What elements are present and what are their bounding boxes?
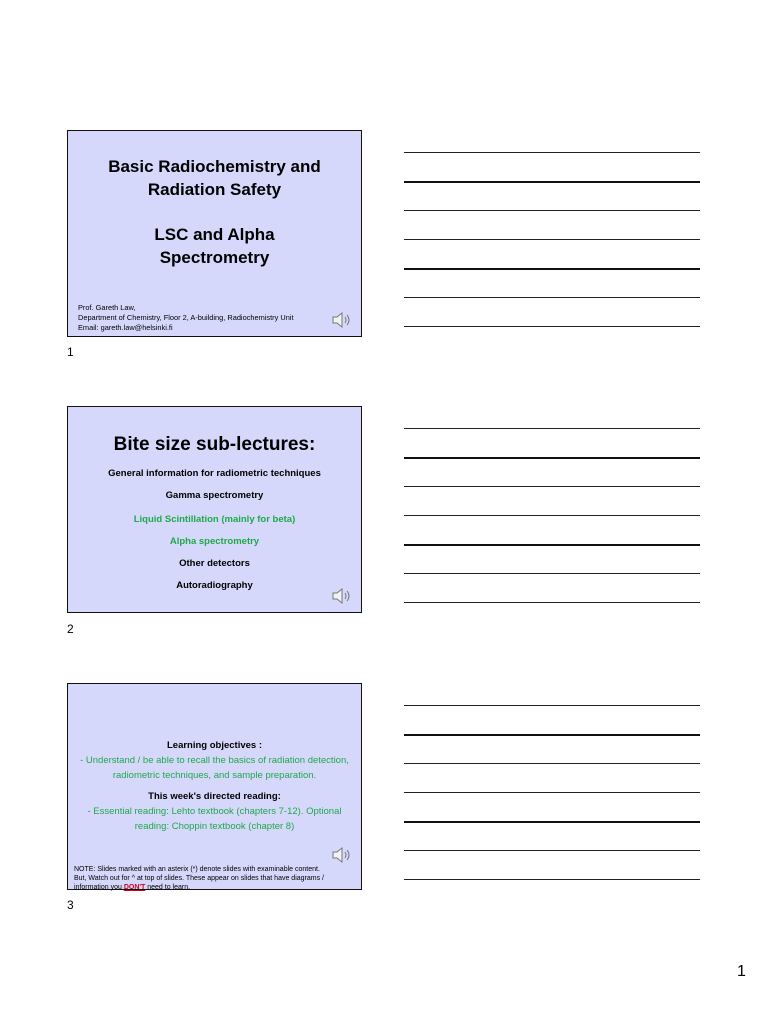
title-line-2: Radiation Safety [147,180,282,199]
sub-lecture-item: Gamma spectrometry [165,490,264,501]
reading-text: - Essential reading: Lehto textbook (chapters 7-12). Optional reading: Choppin textbook (chapter 8) [87,806,342,832]
slide-3-number: 3 [67,898,74,912]
sub-lecture-item: General information for radiometric techniques [108,468,321,479]
directed-reading [76,789,353,834]
note-line [404,850,700,851]
slide-2-title: Bite size sub-lectures: [113,434,316,455]
sub-lecture-item-current: Liquid Scintillation (mainly for beta) [133,514,296,525]
note-line [404,573,700,574]
slide-2-number: 2 [67,622,74,636]
note-line [404,486,700,487]
note-line [404,544,700,546]
slide-2-thumbnail [67,406,362,613]
objectives-text: - Understand / be able to recall the basics of radiation detection, radiometric techniques, and sample preparation. [80,755,349,781]
slide-3-thumbnail [67,683,362,890]
note-line [404,268,700,270]
note-line [404,734,700,736]
note-line [404,705,700,706]
slide-1-number: 1 [67,345,74,359]
subtitle-line-2: Spectrometry [159,248,270,267]
slide-1-thumbnail [67,130,362,337]
objectives-heading: Learning objectives : [166,740,263,751]
sub-lecture-item: Autoradiography [176,580,253,591]
note-line [404,879,700,880]
note-text-end: need to learn. [145,884,191,891]
speaker-icon[interactable] [331,846,353,864]
author-name: Prof. Gareth Law, [78,303,136,312]
reading-heading: This week's directed reading: [148,791,281,802]
note-line [404,792,700,793]
speaker-icon[interactable] [331,587,353,605]
slide-1-title [68,155,361,201]
note-line [404,181,700,183]
note-text: NOTE: Slides marked with an asterix (*) denote slides with examinable content. But, Watch out for ^ at top of slides. These appear on slides that have diagrams / information you [74,866,324,891]
note-dont-highlight: DON'T [123,884,146,891]
note-line [404,297,700,298]
slide-note [74,865,331,892]
learning-objectives [76,738,353,783]
author-email: Email: gareth.law@helsinki.fi [78,323,173,332]
note-line [404,428,700,429]
sub-lecture-item: Other detectors [179,558,250,569]
note-line [404,457,700,459]
author-department: Department of Chemistry, Floor 2, A-building, Radiochemistry Unit [78,313,294,322]
note-line [404,821,700,823]
sub-lecture-item-current: Alpha spectrometry [169,536,260,547]
note-line [404,515,700,516]
title-line-1: Basic Radiochemistry and [108,157,321,176]
page-number: 1 [737,963,746,980]
note-line [404,239,700,240]
note-line [404,210,700,211]
author-info [78,303,294,333]
subtitle-line-1: LSC and Alpha [154,225,275,244]
speaker-icon[interactable] [331,311,353,329]
slide-1-subtitle [68,223,361,269]
note-line [404,152,700,153]
note-line [404,326,700,327]
note-line [404,602,700,603]
note-line [404,763,700,764]
